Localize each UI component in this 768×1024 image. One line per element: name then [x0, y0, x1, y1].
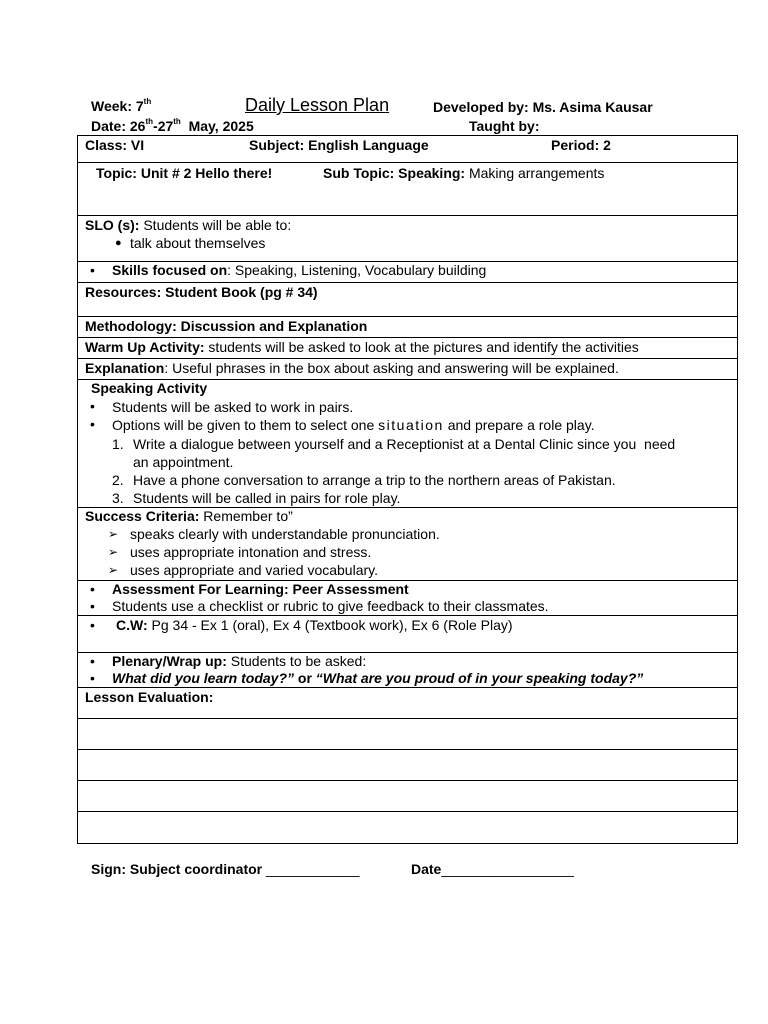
slo-text: SLO (s): Students will be able to:	[85, 217, 292, 233]
evaluation-label: Lesson Evaluation:	[85, 689, 214, 705]
num1-line1: Write a dialogue between yourself and a Receptionist at a Dental Clinic since you need	[133, 436, 676, 452]
resources-text: Resources: Student Book (pg # 34)	[85, 284, 318, 300]
subject-label: Subject: English Language	[249, 137, 429, 153]
developed-by: Developed by: Ms. Asima Kausar	[433, 99, 653, 115]
arrow-icon: ➢	[108, 563, 119, 577]
cw-text: C.W: Pg 34 - Ex 1 (oral), Ex 4 (Textbook work), Ex 6 (Role Play)	[116, 617, 513, 633]
subtopic-text: Sub Topic: Speaking: Making arrangements	[323, 165, 605, 181]
sign-date: Date_________________	[411, 861, 574, 877]
class-row	[78, 136, 737, 163]
afl-text: Students use a checklist or rubric to give feedback to their classmates.	[112, 598, 549, 614]
num3-text: Students will be called in pairs for role play.	[133, 490, 401, 506]
afl-row	[78, 581, 737, 616]
success-row	[78, 508, 737, 581]
plenary-text: Plenary/Wrap up: Students to be asked:	[112, 653, 367, 669]
speaking-row	[78, 380, 737, 508]
slo-row	[78, 216, 737, 262]
period-label: Period: 2	[551, 137, 611, 153]
warmup-row	[78, 338, 737, 359]
warmup-text: Warm Up Activity: students will be asked to look at the pictures and identify the activities	[85, 339, 639, 355]
cw-bullet-icon: •	[90, 617, 95, 633]
explanation-row	[78, 359, 737, 380]
evaluation-blank-row	[78, 719, 737, 750]
afl-bullet2-icon: •	[90, 598, 95, 614]
speaking-bullet2: Options will be given to them to select one situation and prepare a role play.	[112, 417, 595, 433]
evaluation-blank-row	[78, 812, 737, 843]
num2: 2.	[112, 472, 124, 488]
methodology-row	[78, 317, 737, 338]
arrow-icon: ➢	[108, 545, 119, 559]
sign-coordinator: Sign: Subject coordinator ____________	[91, 861, 360, 877]
week-label: Week: 7th	[91, 97, 152, 114]
resources-row	[78, 283, 737, 317]
afl-bullet-icon: •	[90, 581, 95, 597]
taught-by: Taught by:	[469, 118, 540, 134]
success-text: Success Criteria: Remember to”	[85, 508, 293, 524]
lesson-plan-table	[77, 135, 738, 844]
plenary-questions: What did you learn today?” or “What are you proud of in your speaking today?”	[112, 670, 644, 686]
speaking-title: Speaking Activity	[91, 380, 208, 396]
topic-row	[78, 163, 737, 216]
evaluation-blank-row	[78, 750, 737, 781]
topic-label: Topic: Unit # 2 Hello there!	[96, 165, 273, 181]
evaluation-row	[78, 688, 737, 719]
success-item: speaks clearly with understandable pronunciation.	[130, 526, 440, 542]
speaking-bullet1: Students will be asked to work in pairs.	[112, 399, 354, 415]
success-item: uses appropriate and varied vocabulary.	[130, 562, 379, 578]
date-label: Date: 26th-27th May, 2025	[91, 117, 254, 134]
slo-bullet-icon: ●	[115, 237, 122, 249]
num1-line2: an appointment.	[133, 454, 234, 470]
num1: 1.	[112, 436, 124, 452]
success-item: uses appropriate intonation and stress.	[130, 544, 372, 560]
skills-text: Skills focused on: Speaking, Listening, Vocabulary building	[112, 262, 487, 278]
evaluation-blank-row	[78, 781, 737, 812]
num2-text: Have a phone conversation to arrange a trip to the northern areas of Pakistan.	[133, 472, 616, 488]
afl-title: Assessment For Learning: Peer Assessment	[112, 581, 409, 597]
cw-row	[78, 616, 737, 653]
arrow-icon: ➢	[108, 527, 119, 541]
plenary-row	[78, 653, 737, 688]
class-label: Class: VI	[85, 137, 145, 153]
plenary-bullet2-icon: •	[90, 670, 95, 686]
methodology-text: Methodology: Discussion and Explanation	[85, 318, 368, 334]
speaking-bullet2-icon: •	[90, 416, 95, 432]
explanation-text: Explanation: Useful phrases in the box about asking and answering will be explained.	[85, 360, 619, 376]
slo-item: talk about themselves	[130, 235, 266, 251]
num3: 3.	[112, 490, 124, 506]
speaking-bullet1-icon: •	[90, 398, 95, 414]
plenary-bullet-icon: •	[90, 653, 95, 669]
page-title: Daily Lesson Plan	[245, 95, 390, 115]
skills-row	[78, 262, 737, 283]
skills-bullet-icon: •	[90, 262, 95, 278]
